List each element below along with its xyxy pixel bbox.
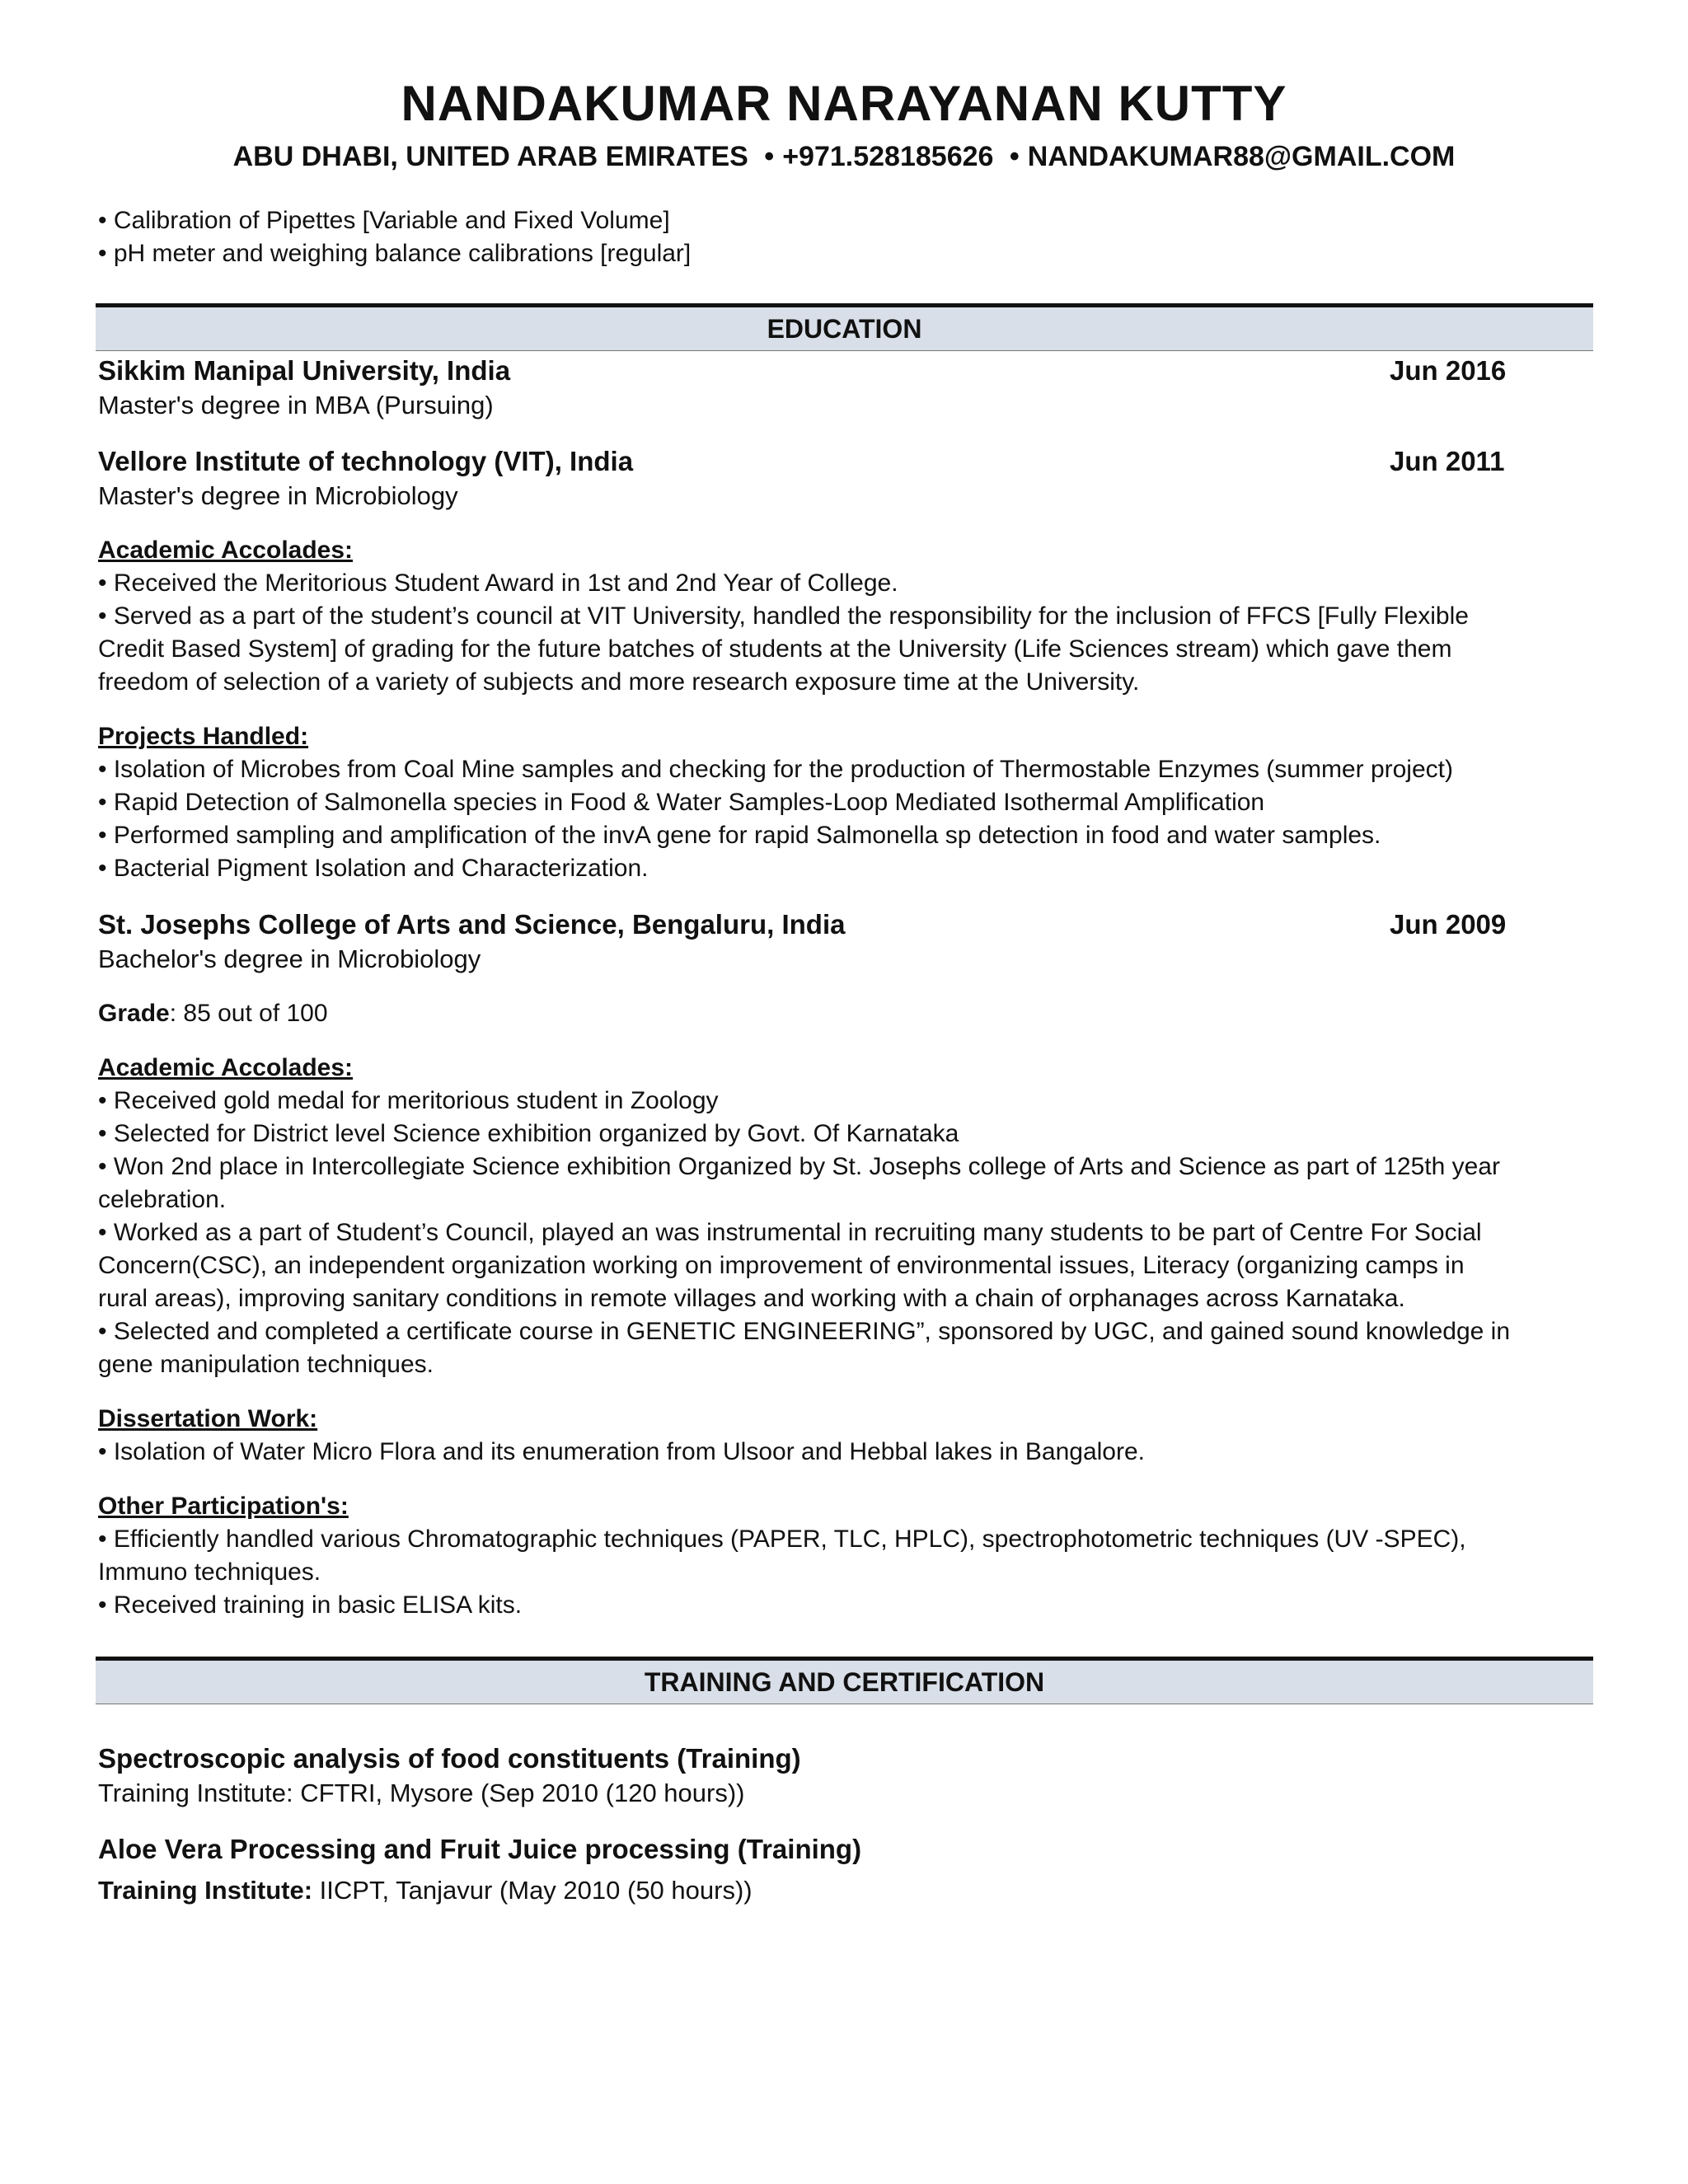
bullet-line: • Isolation of Microbes from Coal Mine samples and checking for the production of Thermostable Enzymes (summer project) xyxy=(98,756,1453,783)
bullet-line: • Worked as a part of Student’s Council, played an was instrumental in recruiting many students to be part of Centre For Social xyxy=(98,1219,1482,1246)
degree: Bachelor's degree in Microbiology xyxy=(98,944,481,973)
grade-value: : 85 out of 100 xyxy=(169,1000,328,1027)
training-detail xyxy=(98,1874,753,1907)
degree: Master's degree in Microbiology xyxy=(98,481,458,510)
institution-name: Sikkim Manipal University, India xyxy=(98,355,511,386)
training-title: Aloe Vera Processing and Fruit Juice processing (Training) xyxy=(98,1834,862,1864)
bullet-line: Credit Based System] of grading for the future batches of students at the University (Life Sciences stream) which gave them xyxy=(98,635,1452,663)
bullet-line: • Won 2nd place in Intercollegiate Science exhibition Organized by St. Josephs college of Arts and Science as part of 125th year xyxy=(98,1153,1500,1180)
email: NANDAKUMAR88@GMAIL.COM xyxy=(1027,141,1456,172)
bullet-line: freedom of selection of a variety of subjects and more research exposure time at the University. xyxy=(98,668,1140,696)
grade-label: Grade xyxy=(98,1000,170,1027)
carryover-bullet: • Calibration of Pipettes [Variable and Fixed Volume] xyxy=(98,207,670,234)
bullet-line: • Isolation of Water Micro Flora and its enumeration from Ulsoor and Hebbal lakes in Bangalore. xyxy=(98,1438,1145,1465)
bullet-line: gene manipulation techniques. xyxy=(98,1351,434,1378)
bullet-line: • Bacterial Pigment Isolation and Characterization. xyxy=(98,855,649,882)
subsection-label: Academic Accolades: xyxy=(98,1054,354,1081)
education-date: Jun 2016 xyxy=(1390,355,1507,386)
bullet-line: Immuno techniques. xyxy=(98,1558,321,1586)
subsection-label: Other Participation's: xyxy=(98,1493,349,1520)
education-date: Jun 2009 xyxy=(1390,909,1507,940)
training-detail-value: IICPT, Tanjavur (May 2010 (50 hours)) xyxy=(312,1876,753,1905)
education-date: Jun 2011 xyxy=(1390,446,1505,476)
separator: • xyxy=(764,141,775,172)
bullet-line: celebration. xyxy=(98,1186,227,1213)
training-detail-label: Training Institute: xyxy=(98,1876,313,1905)
carryover-bullet: • pH meter and weighing balance calibrations [regular] xyxy=(98,240,692,267)
separator: • xyxy=(1009,141,1020,172)
subsection-label: Projects Handled: xyxy=(98,723,309,750)
bullet-line: Concern(CSC), an independent organization working on improvement of environmental issues, Literacy (organizing camps in xyxy=(98,1252,1465,1279)
contact-line xyxy=(0,138,1688,175)
bullet-line: • Performed sampling and amplification of the invA gene for rapid Salmonella sp detection in food and water samples. xyxy=(98,822,1381,849)
bullet-line: rural areas), improving sanitary conditions in remote villages and working with a chain of orphanages across Karnataka. xyxy=(98,1285,1405,1312)
bullet-line: • Selected and completed a certificate course in GENETIC ENGINEERING”, sponsored by UGC, and gained sound knowledge in xyxy=(98,1318,1511,1345)
subsection-label: Academic Accolades: xyxy=(98,537,354,564)
training-title: Spectroscopic analysis of food constituents (Training) xyxy=(98,1743,801,1774)
location: ABU DHABI, UNITED ARAB EMIRATES xyxy=(232,141,748,172)
training-heading: TRAINING AND CERTIFICATION xyxy=(96,1657,1593,1704)
phone: +971.528185626 xyxy=(782,141,994,172)
degree: Master's degree in MBA (Pursuing) xyxy=(98,391,494,419)
grade-line xyxy=(98,997,328,1030)
institution-name: St. Josephs College of Arts and Science, Bengaluru, India xyxy=(98,909,846,940)
education-heading: EDUCATION xyxy=(96,303,1593,351)
bullet-line: • Efficiently handled various Chromatographic techniques (PAPER, TLC, HPLC), spectrophotometric techniques (UV -SPEC), xyxy=(98,1526,1466,1553)
bullet-line: • Served as a part of the student’s council at VIT University, handled the responsibility for the inclusion of FFCS [Fully Flexible xyxy=(98,602,1469,630)
training-detail: Training Institute: CFTRI, Mysore (Sep 2010 (120 hours)) xyxy=(98,1779,745,1807)
bullet-line: • Received the Meritorious Student Award in 1st and 2nd Year of College. xyxy=(98,569,898,597)
bullet-line: • Received training in basic ELISA kits. xyxy=(98,1591,523,1619)
subsection-label: Dissertation Work: xyxy=(98,1405,318,1432)
bullet-line: • Received gold medal for meritorious student in Zoology xyxy=(98,1087,719,1114)
institution-name: Vellore Institute of technology (VIT), India xyxy=(98,446,634,476)
bullet-line: • Selected for District level Science exhibition organized by Govt. Of Karnataka xyxy=(98,1120,959,1147)
candidate-name: NANDAKUMAR NARAYANAN KUTTY xyxy=(401,76,1287,131)
bullet-line: • Rapid Detection of Salmonella species in Food & Water Samples-Loop Mediated Isothermal Amplification xyxy=(98,789,1265,816)
